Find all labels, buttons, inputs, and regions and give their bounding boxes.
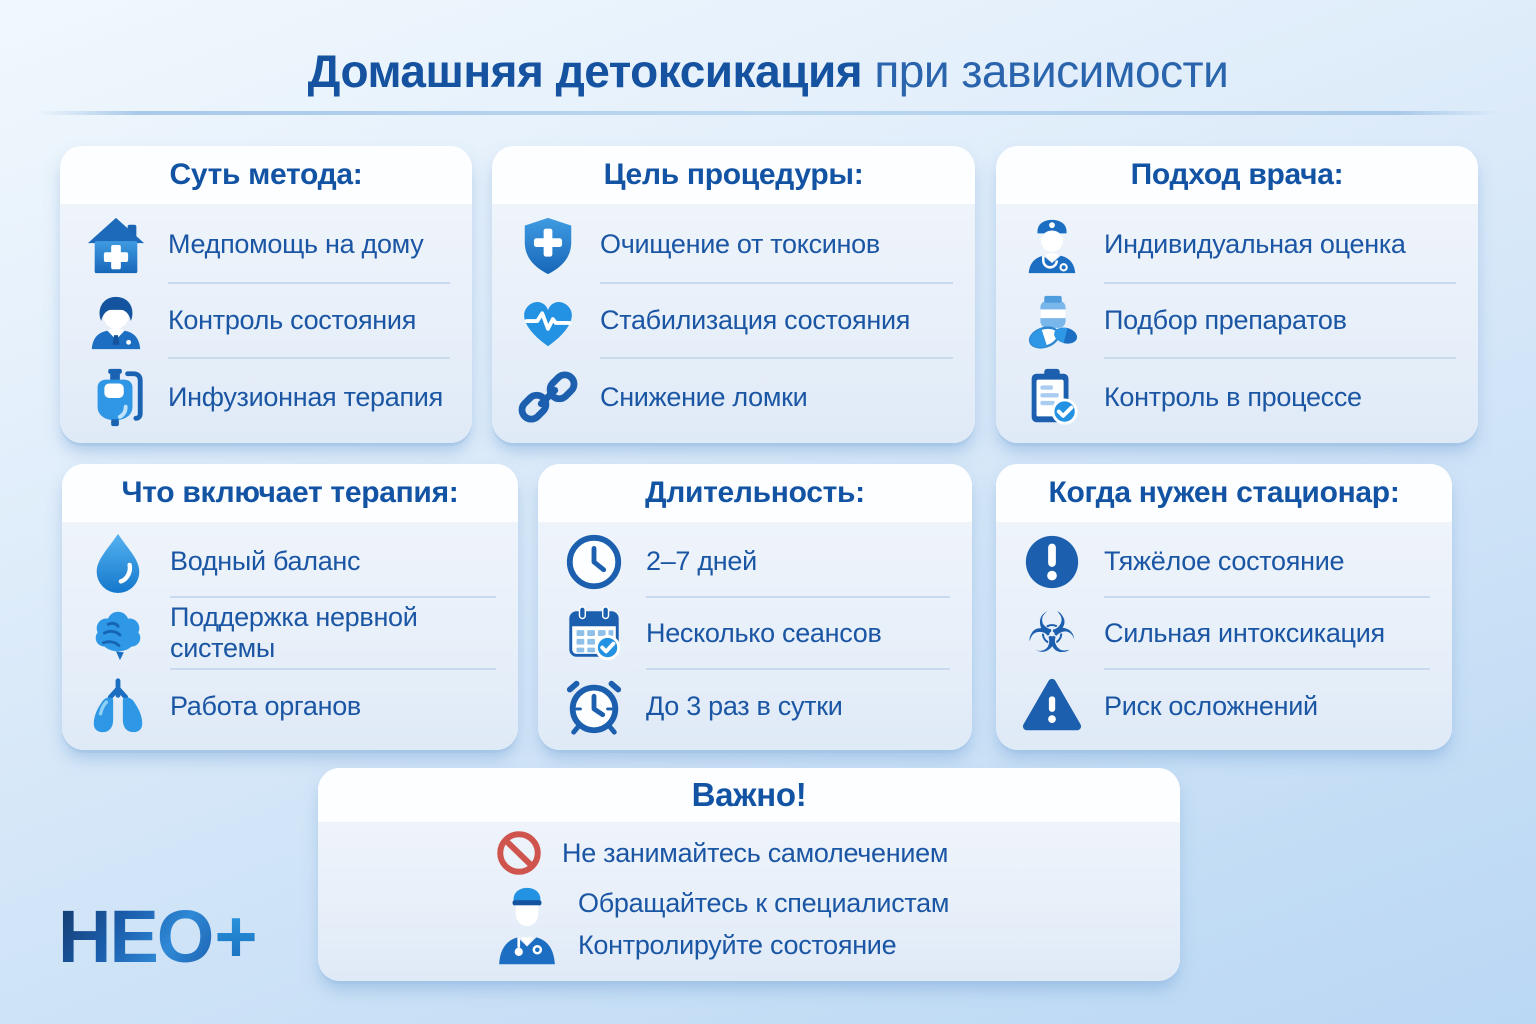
list-item [1020, 526, 1430, 598]
item-label: Снижение ломки [600, 381, 808, 412]
iv-bag-icon [84, 365, 148, 429]
pills-icon [1020, 290, 1084, 354]
list-item [84, 359, 450, 435]
brain-icon [86, 602, 150, 666]
list-item [562, 670, 950, 742]
title-divider [36, 111, 1500, 115]
clipboard-check-icon [1020, 365, 1084, 429]
card-body [996, 204, 1478, 443]
card-title: Суть метода: [60, 146, 472, 204]
item-label: Инфузионная терапия [168, 381, 443, 412]
card-body [996, 522, 1452, 750]
card-title: Когда нужен стационар: [996, 464, 1452, 522]
doctor-icon [84, 290, 148, 354]
item-label: Не занимайтесь самолечением [562, 837, 949, 868]
warning-triangle-icon [1020, 674, 1084, 738]
item-label: Тяжёлое состояние [1104, 526, 1430, 598]
lungs-icon [86, 674, 150, 738]
page-title-regular: при зависимости [862, 45, 1229, 97]
list-item [1020, 359, 1456, 435]
house-medical-icon [84, 214, 148, 278]
calendar-check-icon [562, 602, 626, 666]
item-label: Сильная интоксикация [1104, 598, 1430, 670]
item-label: Стабилизация состояния [600, 284, 953, 360]
item-label: Очищение от токсинов [600, 208, 953, 284]
shield-cross-icon [516, 214, 580, 278]
card-hospital-needed [996, 464, 1452, 750]
list-item [1020, 284, 1456, 360]
card-body [62, 522, 518, 750]
card-body [492, 204, 975, 443]
card-title: Что включает терапия: [62, 464, 518, 522]
clock-icon [562, 530, 626, 594]
card-doctor-approach [996, 146, 1478, 443]
list-item [84, 208, 450, 284]
card-body [538, 522, 972, 750]
list-item-group [494, 878, 1150, 971]
item-label: Обращайтесь к специалистам [578, 888, 950, 919]
card-important [318, 768, 1180, 981]
item-label: Водный баланс [170, 526, 496, 598]
item-label: Несколько сеансов [646, 598, 950, 670]
item-label: Подбор препаратов [1104, 284, 1456, 360]
card-method-essence [60, 146, 472, 443]
item-label: Работа органов [170, 690, 361, 721]
list-item [516, 284, 953, 360]
card-body [60, 204, 472, 443]
heart-pulse-icon [516, 290, 580, 354]
item-label: Контролируйте состояние [578, 929, 897, 960]
prohibition-icon [494, 828, 544, 878]
item-label: Контроль состояния [168, 284, 450, 360]
item-label: 2–7 дней [646, 526, 950, 598]
item-label: Индивидуальная оценка [1104, 208, 1456, 284]
page-title [0, 44, 1536, 98]
card-title: Подход врача: [996, 146, 1478, 204]
list-item [84, 284, 450, 360]
list-item [86, 598, 496, 670]
surgeon-icon [494, 893, 560, 957]
alarm-clock-icon [562, 674, 626, 738]
list-item [562, 598, 950, 670]
card-body [318, 822, 1180, 981]
page-title-bold: Домашняя детоксикация [307, 45, 863, 97]
logo-text: НЕО [58, 895, 213, 978]
item-label: Риск осложнений [1104, 690, 1318, 721]
exclamation-circle-icon [1020, 530, 1084, 594]
item-label: До 3 раз в сутки [646, 690, 843, 721]
list-item [516, 359, 953, 435]
card-procedure-goal [492, 146, 975, 443]
list-item [86, 526, 496, 598]
card-title: Цель процедуры: [492, 146, 975, 204]
list-item [86, 670, 496, 742]
doctor-cap-icon [1020, 214, 1084, 278]
list-item [1020, 670, 1430, 742]
list-item [494, 828, 1150, 878]
biohazard-icon: ☣ [1026, 601, 1078, 666]
list-item [562, 526, 950, 598]
card-duration [538, 464, 972, 750]
card-title: Длительность: [538, 464, 972, 522]
item-label: Медпомощь на дому [168, 208, 450, 284]
chain-link-icon [516, 365, 580, 429]
card-therapy-includes [62, 464, 518, 750]
item-label: Поддержка нервной системы [170, 598, 496, 670]
logo-neo-plus [58, 895, 256, 978]
card-title: Важно! [318, 768, 1180, 822]
item-label-column [578, 878, 1150, 971]
list-item [1020, 598, 1430, 670]
item-label: Контроль в процессе [1104, 381, 1362, 412]
list-item [516, 208, 953, 284]
list-item [1020, 208, 1456, 284]
logo-plus-icon: + [214, 895, 256, 978]
water-drop-icon [86, 530, 150, 594]
